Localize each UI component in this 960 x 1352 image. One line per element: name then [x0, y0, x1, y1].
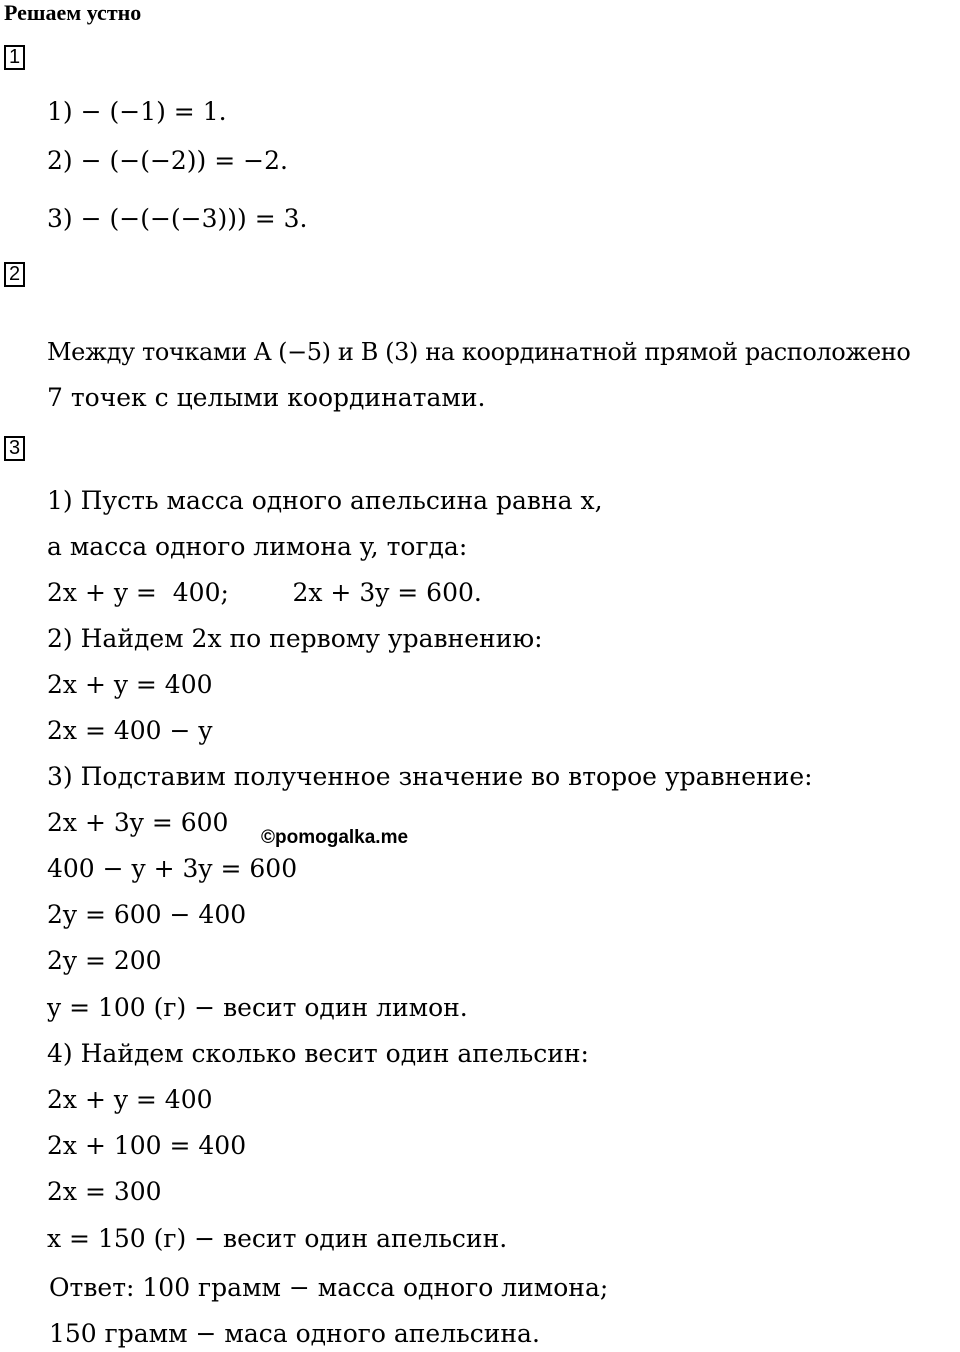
task3-line-8: 2x + 3y = 600	[47, 808, 229, 837]
task1-line-3: 3) − (−(−(−3))) = 3.	[47, 204, 308, 233]
task-number-2: 2	[4, 262, 25, 287]
task3-answer-line-1: Ответ: 100 грамм − масса одного лимона;	[49, 1273, 609, 1302]
task3-line-10: 2y = 600 − 400	[47, 900, 247, 929]
task1-line-1: 1) − (−1) = 1.	[47, 97, 227, 126]
task3-line-13: 4) Найдем сколько весит один апельсин:	[47, 1039, 589, 1068]
task1-line-2: 2) − (−(−2)) = −2.	[47, 146, 288, 175]
task3-line-15: 2x + 100 = 400	[47, 1131, 247, 1160]
task2-line-1: Между точками A (−5) и B (3) на координатной прямой расположено	[47, 338, 911, 366]
watermark: ©pomogalka.me	[261, 827, 409, 848]
task-number-1: 1	[4, 45, 25, 70]
task3-line-2: а масса одного лимона y, тогда:	[47, 532, 468, 561]
task-number-3: 3	[4, 436, 25, 461]
task3-line-5: 2x + y = 400	[47, 670, 213, 699]
task3-line-11: 2y = 200	[47, 946, 162, 975]
task3-answer-line-2: 150 грамм − маса одного апельсина.	[49, 1319, 540, 1348]
task3-line-16: 2x = 300	[47, 1177, 162, 1206]
task3-line-7: 3) Подставим полученное значение во второе уравнение:	[47, 762, 813, 791]
task3-line-14: 2x + y = 400	[47, 1085, 213, 1114]
task3-line-12: y = 100 (г) − весит один лимон.	[47, 993, 468, 1022]
task2-line-2: 7 точек с целыми координатами.	[47, 383, 486, 412]
task3-line-1: 1) Пусть масса одного апельсина равна x,	[47, 486, 603, 515]
task3-line-3: 2x + y = 400; 2x + 3y = 600.	[47, 578, 482, 607]
task3-line-17: x = 150 (г) − весит один апельсин.	[47, 1224, 508, 1253]
task3-line-4: 2) Найдем 2x по первому уравнению:	[47, 624, 543, 653]
task3-line-6: 2x = 400 − y	[47, 716, 213, 745]
page-heading: Решаем устно	[4, 0, 142, 25]
task3-line-9: 400 − y + 3y = 600	[47, 854, 298, 883]
